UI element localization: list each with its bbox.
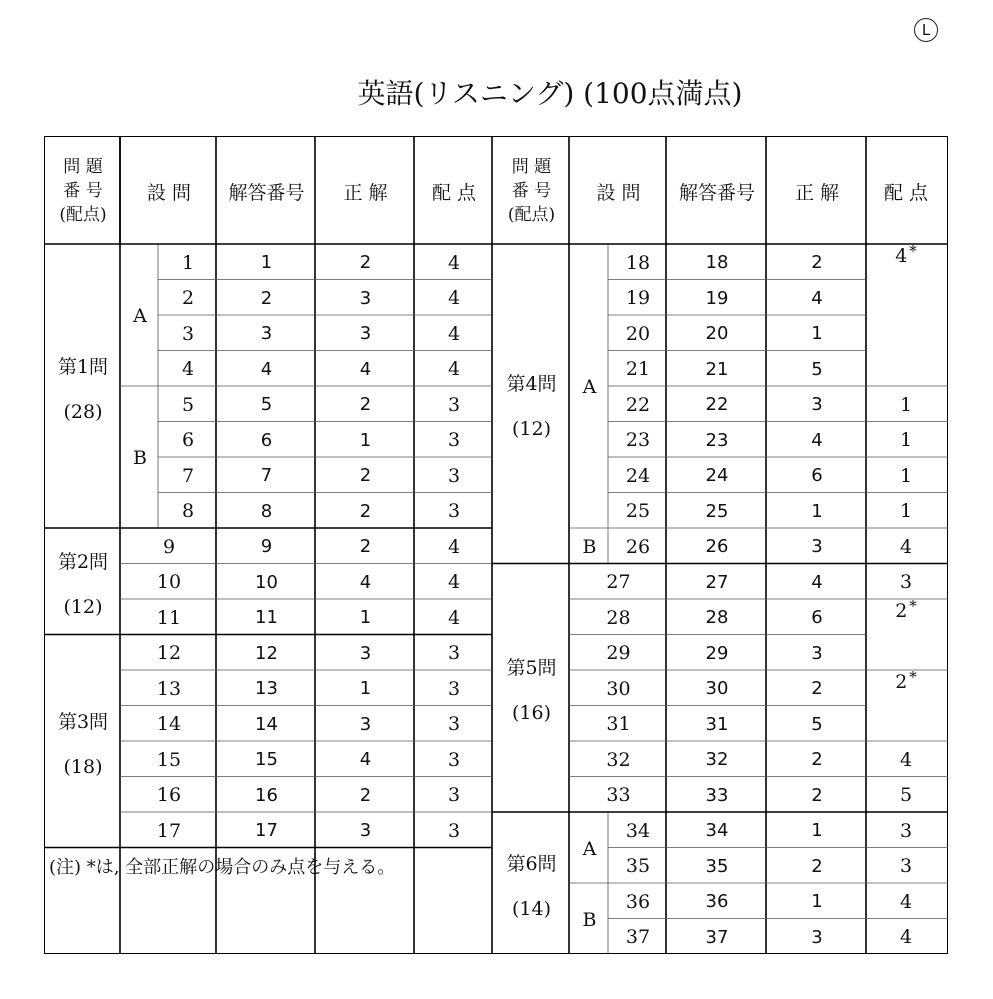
- correct-answer: 1: [811, 891, 823, 913]
- answer-table: [44, 136, 948, 954]
- correct-answer: 3: [811, 536, 823, 558]
- answer-number: 34: [705, 820, 729, 842]
- points: 1: [899, 393, 913, 416]
- correct-answer: 4: [359, 358, 372, 380]
- points: 3: [899, 819, 913, 842]
- answer-number: 4: [260, 358, 273, 380]
- section-q3: [45, 636, 121, 849]
- answer-number: 9: [260, 536, 273, 558]
- correct-answer: 1: [359, 429, 372, 451]
- header-haiten-left: 配 点: [431, 181, 477, 204]
- correct-answer: 3: [359, 287, 372, 309]
- points: 3: [447, 500, 461, 523]
- question-number: 26: [625, 535, 651, 558]
- answer-number: 28: [705, 607, 729, 629]
- correct-answer: 2: [359, 394, 372, 416]
- header-kaito-bango-left: 解答番号: [228, 181, 305, 204]
- question-number: 14: [156, 713, 182, 736]
- points: 4: [447, 358, 461, 381]
- answer-number: 7: [260, 465, 273, 487]
- header-mondai-line2: 番 号: [63, 181, 103, 201]
- header-mondai-line3: (配点): [507, 205, 556, 225]
- section-name: 第5問: [506, 657, 557, 680]
- answer-number: 36: [705, 891, 729, 913]
- answer-number: 19: [705, 287, 729, 309]
- answer-number: 5: [260, 394, 273, 416]
- points: 3: [447, 819, 461, 842]
- section-points: (12): [63, 595, 103, 618]
- question-number: 7: [181, 464, 195, 487]
- answer-number: 29: [705, 642, 729, 664]
- correct-answer: 2: [811, 784, 823, 806]
- question-number: 25: [625, 500, 651, 523]
- question-number: 37: [625, 926, 651, 949]
- header-mondai-line3: (配点): [59, 205, 107, 225]
- points: 3: [447, 677, 461, 700]
- points: 4: [899, 535, 913, 558]
- question-number: 30: [606, 677, 631, 700]
- correct-answer: 1: [359, 678, 372, 700]
- question-number: 13: [156, 677, 182, 700]
- question-number: 19: [625, 287, 651, 310]
- points: 1: [899, 500, 913, 523]
- answer-number: 17: [255, 820, 278, 842]
- correct-answer: 2: [359, 465, 372, 487]
- question-number: 5: [181, 393, 195, 416]
- question-number: 4: [181, 358, 195, 381]
- correct-answer: 2: [811, 678, 823, 700]
- section-q1: [45, 245, 121, 529]
- answer-number: 20: [705, 323, 729, 345]
- correct-answer: 3: [811, 394, 823, 416]
- question-number: 12: [156, 642, 182, 665]
- points: 4: [447, 571, 461, 594]
- subgroup-q4-b: B: [582, 535, 597, 558]
- points-merged-q5a: [867, 597, 945, 671]
- correct-answer: 3: [359, 820, 372, 842]
- question-number: 22: [625, 393, 651, 416]
- section-name: 第4問: [506, 373, 557, 396]
- question-number: 20: [625, 322, 651, 345]
- answer-number: 12: [255, 642, 278, 664]
- answer-number: 27: [705, 571, 729, 593]
- section-name: 第1問: [57, 355, 109, 378]
- answer-number: 31: [705, 713, 729, 735]
- subgroup-q4-a: A: [582, 376, 597, 398]
- question-number: 23: [625, 429, 651, 452]
- section-name: 第3問: [57, 710, 109, 733]
- header-mondai-right: [493, 137, 570, 245]
- header-setsumon-left: 設 問: [146, 181, 192, 204]
- points: 3: [447, 784, 461, 807]
- correct-answer: 1: [811, 500, 823, 522]
- header-mondai-line1: 問 題: [63, 157, 103, 177]
- points-merged-q4: [867, 242, 945, 387]
- answer-number: 30: [705, 678, 729, 700]
- correct-answer: 1: [811, 323, 823, 345]
- correct-answer: 4: [811, 571, 823, 593]
- points: 3: [447, 429, 461, 452]
- question-number: 3: [181, 322, 195, 345]
- correct-answer: 6: [811, 607, 823, 629]
- correct-answer: 2: [811, 855, 823, 877]
- answer-number: 35: [705, 855, 729, 877]
- correct-answer: 3: [359, 642, 372, 664]
- subgroup-q1-b: B: [133, 447, 147, 469]
- points: 4: [447, 287, 461, 310]
- header-seikai-left: 正 解: [343, 181, 388, 204]
- section-name: 第2問: [57, 550, 109, 573]
- header-setsumon-right: 設 問: [596, 181, 641, 204]
- question-number: 24: [625, 464, 651, 487]
- circled-l-mark: [914, 18, 938, 42]
- section-q5: [493, 565, 570, 814]
- correct-answer: 3: [811, 926, 823, 948]
- asterisk: *: [909, 242, 917, 260]
- correct-answer: 2: [359, 784, 372, 806]
- asterisk: *: [909, 597, 917, 615]
- asterisk: *: [909, 668, 917, 686]
- subgroup-q6-a: A: [582, 837, 597, 860]
- answer-number: 8: [260, 500, 273, 522]
- correct-answer: 5: [811, 358, 823, 380]
- question-number: 8: [181, 500, 195, 523]
- section-q2: [45, 529, 121, 636]
- answer-number: 15: [255, 749, 278, 771]
- answer-number: 10: [255, 571, 278, 593]
- points: 5: [899, 784, 913, 807]
- answer-number: 16: [255, 784, 278, 806]
- answer-number: 32: [705, 749, 729, 771]
- question-number: 32: [606, 748, 631, 771]
- question-number: 35: [625, 855, 651, 878]
- answer-number: 33: [705, 784, 729, 806]
- correct-answer: 2: [359, 536, 372, 558]
- section-points: (14): [511, 897, 551, 920]
- points: 4: [899, 748, 913, 771]
- question-number: 10: [156, 571, 182, 594]
- points: 3: [899, 855, 913, 878]
- answer-number: 13: [255, 678, 278, 700]
- correct-answer: 3: [811, 642, 823, 664]
- question-number: 31: [606, 713, 631, 736]
- correct-answer: 2: [359, 500, 372, 522]
- correct-answer: 1: [359, 607, 372, 629]
- correct-answer: 2: [811, 749, 823, 771]
- points: 3: [447, 464, 461, 487]
- question-number: 36: [625, 890, 651, 913]
- page-title: 英語(リスニング) (100点満点): [357, 77, 743, 110]
- question-number: 33: [606, 784, 631, 807]
- header-kaito-bango-right: 解答番号: [678, 181, 755, 204]
- answer-number: 37: [705, 926, 729, 948]
- correct-answer: 4: [811, 429, 823, 451]
- question-number: 18: [625, 251, 651, 274]
- answer-number: 25: [705, 500, 729, 522]
- points-value: 4: [895, 245, 908, 267]
- correct-answer: 1: [811, 820, 823, 842]
- header-mondai-line2: 番 号: [511, 181, 552, 201]
- points-value: 2: [895, 671, 908, 693]
- answer-number: 3: [260, 323, 273, 345]
- question-number: 17: [156, 819, 182, 842]
- answer-number: 18: [705, 252, 729, 274]
- question-number: 2: [181, 287, 195, 310]
- section-points: (18): [63, 755, 103, 778]
- answer-number: 6: [260, 429, 273, 451]
- points-value: 2: [895, 600, 908, 622]
- question-number: 1: [181, 251, 195, 274]
- correct-answer: 4: [811, 287, 823, 309]
- points: 4: [447, 535, 461, 558]
- section-points: (16): [511, 702, 551, 725]
- correct-answer: 3: [359, 713, 372, 735]
- question-number: 11: [156, 606, 182, 629]
- correct-answer: 5: [811, 713, 823, 735]
- section-q6: [493, 813, 570, 955]
- points: 3: [447, 748, 461, 771]
- question-number: 15: [156, 748, 182, 771]
- question-number: 27: [606, 571, 631, 594]
- correct-answer: 4: [359, 571, 372, 593]
- question-number: 6: [181, 429, 195, 452]
- points: 4: [447, 251, 461, 274]
- points: 4: [899, 926, 913, 949]
- answer-number: 14: [255, 713, 278, 735]
- question-number: 9: [162, 535, 176, 558]
- points: 3: [899, 571, 913, 594]
- points: 3: [447, 713, 461, 736]
- correct-answer: 2: [811, 252, 823, 274]
- header-mondai-left: [45, 137, 121, 245]
- header-mondai-line1: 問 題: [511, 157, 552, 177]
- answer-number: 11: [255, 607, 278, 629]
- answer-number: 21: [705, 358, 729, 380]
- points: 4: [447, 322, 461, 345]
- section-q4: [493, 245, 570, 565]
- answer-number: 1: [260, 252, 273, 274]
- points: 1: [899, 429, 913, 452]
- mark-letter: L: [921, 20, 931, 39]
- question-number: 16: [156, 784, 182, 807]
- section-points: (12): [511, 418, 551, 441]
- question-number: 21: [625, 358, 651, 381]
- points: 3: [447, 642, 461, 665]
- points: 4: [447, 606, 461, 629]
- footnote: (注) *は, 全部正解の場合のみ点を与える。: [49, 856, 396, 878]
- correct-answer: 6: [811, 465, 823, 487]
- question-number: 28: [606, 606, 631, 629]
- points: 4: [899, 890, 913, 913]
- answer-number: 23: [705, 429, 729, 451]
- answer-number: 26: [705, 536, 729, 558]
- answer-number: 2: [260, 287, 273, 309]
- correct-answer: 3: [359, 323, 372, 345]
- section-points: (28): [63, 400, 103, 423]
- subgroup-q1-a: A: [133, 305, 147, 327]
- answer-number: 24: [705, 465, 729, 487]
- correct-answer: 4: [359, 749, 372, 771]
- question-number: 34: [625, 819, 651, 842]
- points: 3: [447, 393, 461, 416]
- question-number: 29: [606, 642, 631, 665]
- correct-answer: 2: [359, 252, 372, 274]
- points-merged-q5b: [867, 668, 945, 742]
- section-name: 第6問: [506, 852, 557, 875]
- answer-number: 22: [705, 394, 729, 416]
- subgroup-q6-b: B: [582, 908, 597, 931]
- points: 1: [899, 464, 913, 487]
- header-haiten-right: 配 点: [883, 181, 929, 204]
- header-seikai-right: 正 解: [794, 181, 840, 204]
